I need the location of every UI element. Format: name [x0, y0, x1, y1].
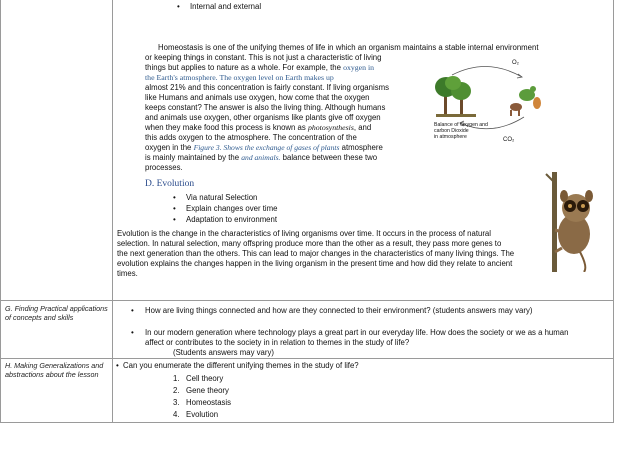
balance-label-2: carbon Dioxide: [434, 128, 469, 134]
row-g-label: G. Finding Practical applications of concepts and skills: [5, 304, 108, 322]
top-bullet-text: Internal and external: [190, 2, 262, 11]
evolution-heading: D. Evolution: [145, 179, 195, 189]
balance-label-3: in atmosphere: [434, 134, 467, 140]
row-divider-h: [0, 358, 614, 359]
homeostasis-line-5: almost 21% and this concentration is fairly constant. If living organisms: [145, 83, 389, 92]
evolution-para-line-2: selection. In natural selection, many offspring produce more than the other as a result, they pass more genes to: [117, 239, 502, 248]
homeostasis-line-11: oxygen in the Figure 3. Shows the exchange of gases of plants atmosphere: [145, 143, 383, 152]
homeostasis-line-13: processes.: [145, 163, 183, 172]
evolution-para-line-3: the next generation than the others. This can lead to major changes in the characteristics of many living things. The: [117, 249, 515, 258]
evolution-para-line-4: evolution explains the changes happen in the living organism in the present time and how did they relate to ancient: [117, 259, 513, 268]
bullet-dot: •: [131, 328, 134, 337]
list-number: 1.: [173, 374, 180, 383]
evolution-para-line-5: times.: [117, 269, 138, 278]
homeostasis-line-2: or keeping things in constant. This is not just a characteristic of living: [145, 53, 382, 62]
homeostasis-line-6: like Humans and animals use oxygen, how come that the oxygen: [145, 93, 370, 102]
homeostasis-line-4: the Earth's atmosphere. The oxygen level on Earth makes up: [145, 73, 334, 82]
row-g-bullet-2-line-2: affect or contributes to the society in in relation to themes in the study of life?: [145, 338, 410, 347]
evolution-bullet-3: Adaptation to environment: [186, 215, 278, 224]
homeostasis-line-1: Homeostasis is one of the unifying themes of life in which an organism maintains a stable internal environment: [158, 43, 539, 52]
homeostasis-line-10: this adds oxygen to the atmosphere. The concentration of the: [145, 133, 357, 142]
homeostasis-line-12: is mainly maintained by the and animals. balance between these two: [145, 153, 378, 162]
list-item-homeostasis: Homeostasis: [186, 398, 232, 407]
homeostasis-line-7: keeps constant? The answer is also the living thing. Although humans: [145, 103, 386, 112]
o2-label: O₂: [512, 60, 519, 66]
balance-label-1: Balance of Oxygen and: [434, 122, 488, 128]
bullet-dot: •: [173, 193, 176, 202]
evolution-para-line-1: Evolution is the change in the characteristics of living organisms over time. It occurs in the process of natural: [117, 229, 491, 238]
bullet-dot: •: [131, 306, 134, 315]
list-number: 4.: [173, 410, 180, 419]
homeostasis-line-9: when they make food this process is known as photosynthesis, and: [145, 123, 372, 132]
list-number: 2.: [173, 386, 180, 395]
bullet-dot: •: [177, 2, 180, 11]
bullet-dot: •: [173, 215, 176, 224]
bullet-dot: •: [173, 204, 176, 213]
list-item-cell-theory: Cell theory: [186, 374, 224, 383]
row-h-label: H. Making Generalizations and abstractions about the lesson: [5, 361, 104, 379]
list-item-gene-theory: Gene theory: [186, 386, 229, 395]
row-divider-g: [0, 300, 614, 301]
co2-label: CO₂: [503, 137, 515, 143]
row-g-bullet-2-line-3: (Students answers may vary): [173, 348, 274, 357]
row-g-bullet-1: How are living things connected and how are they connected to their environment? (students answers may vary): [145, 306, 533, 315]
row-h-question: Can you enumerate the different unifying themes in the study of life?: [123, 361, 359, 370]
evolution-bullet-2: Explain changes over time: [186, 204, 278, 213]
bullet-dot: •: [116, 361, 119, 370]
evolution-bullet-1: Via natural Selection: [186, 193, 258, 202]
tarsier-image: [540, 172, 610, 272]
list-item-evolution: Evolution: [186, 410, 219, 419]
homeostasis-line-3: things but applies to nature as a whole. For example, the oxygen in: [145, 63, 375, 72]
row-g-bullet-2-line-1: In our modern generation where technology plays a great part in our everyday life. How does the society or we as a human: [145, 328, 569, 337]
list-number: 3.: [173, 398, 180, 407]
column-divider: [112, 0, 113, 423]
homeostasis-line-8: and animals use oxygen, other organisms like plants give off oxygen: [145, 113, 381, 122]
